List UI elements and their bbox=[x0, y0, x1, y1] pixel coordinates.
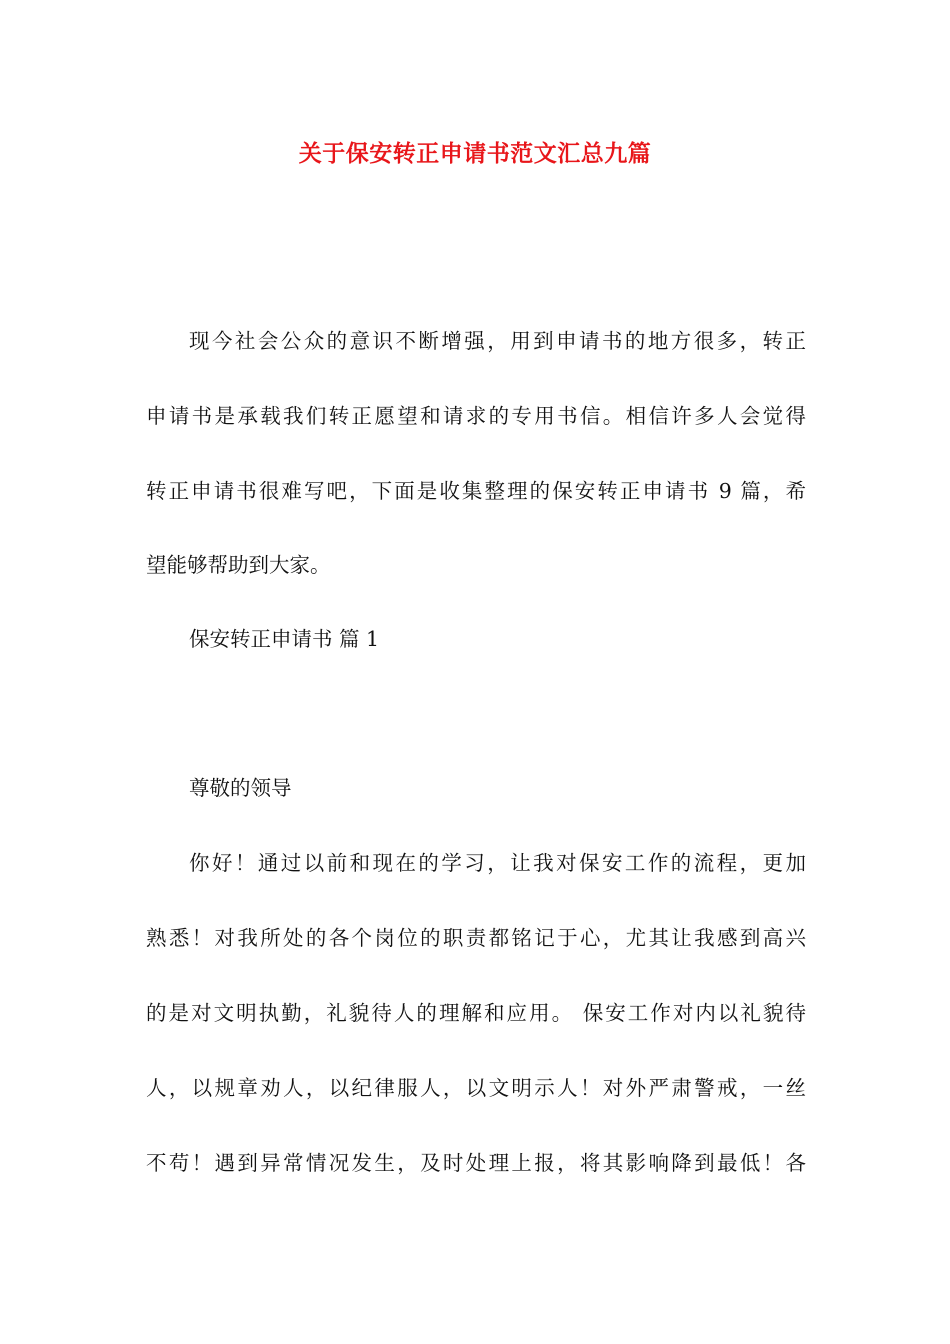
body-line-3: 的是对文明执勤，礼貌待人的理解和应用。 保安工作对内以礼貌待 bbox=[146, 1001, 806, 1025]
document-title: 关于保安转正申请书范文汇总九篇 bbox=[298, 141, 652, 167]
intro-line-1: 现今社会公众的意识不断增强，用到申请书的地方很多，转正 bbox=[189, 329, 806, 353]
intro-line-3: 转正申请书很难写吧，下面是收集整理的保安转正申请书 9 篇，希 bbox=[146, 479, 806, 503]
body-line-5: 不苟！遇到异常情况发生，及时处理上报，将其影响降到最低！各 bbox=[146, 1151, 806, 1175]
intro-line-2: 申请书是承载我们转正愿望和请求的专用书信。相信许多人会觉得 bbox=[146, 404, 806, 428]
section-heading: 保安转正申请书 篇 1 bbox=[189, 627, 380, 651]
body-line-2: 熟悉！对我所处的各个岗位的职责都铭记于心，尤其让我感到高兴 bbox=[146, 926, 806, 950]
body-line-4: 人，以规章劝人，以纪律服人，以文明示人！对外严肃警戒，一丝 bbox=[146, 1076, 806, 1100]
salutation: 尊敬的领导 bbox=[189, 776, 292, 800]
intro-line-4: 望能够帮助到大家。 bbox=[146, 553, 331, 577]
body-line-1: 你好！通过以前和现在的学习，让我对保安工作的流程，更加 bbox=[189, 851, 806, 875]
